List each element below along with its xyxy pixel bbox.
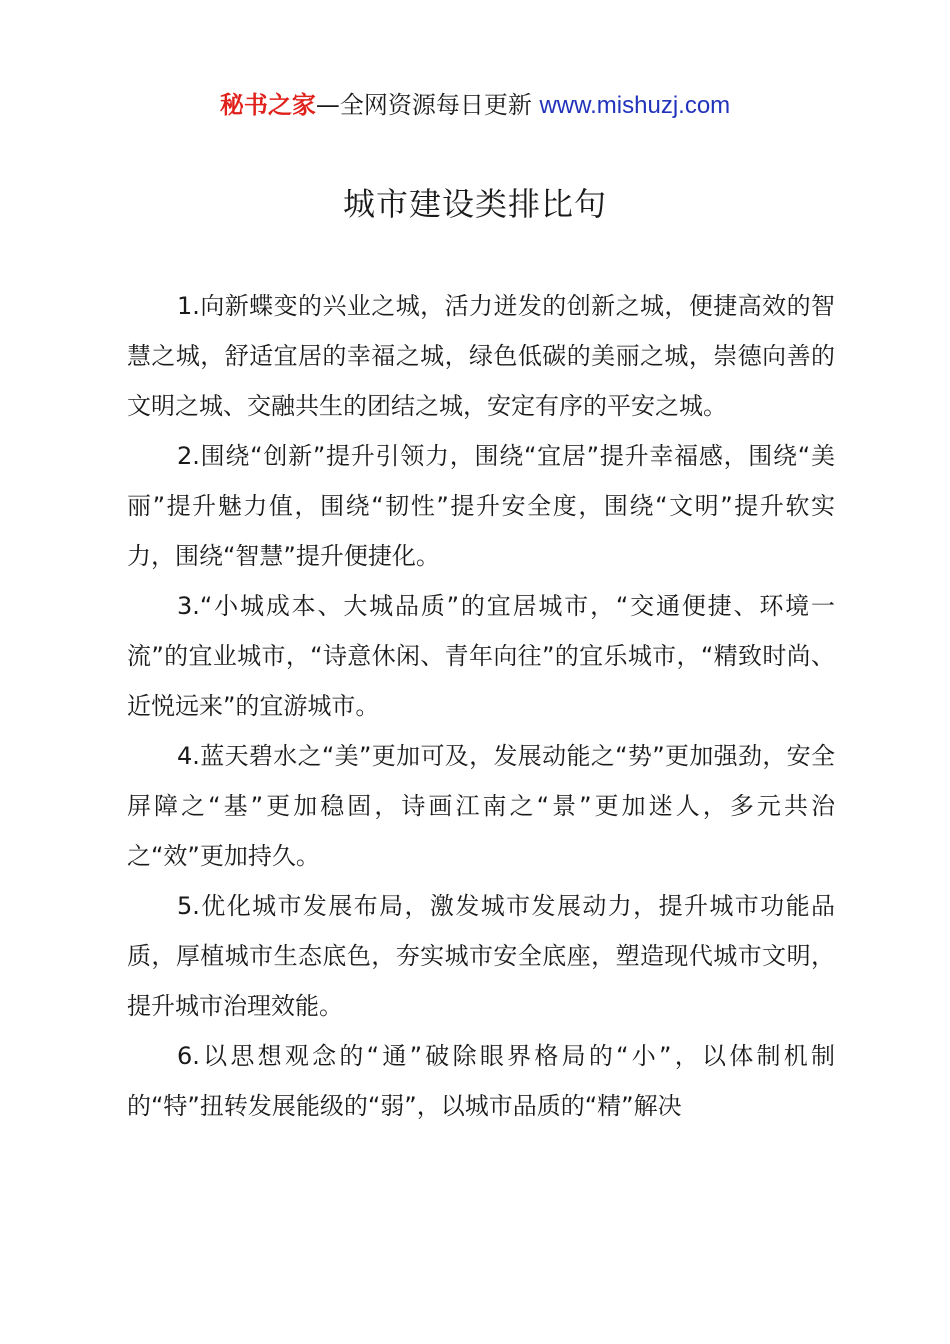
brand-name: 秘书之家 (219, 91, 316, 119)
paragraph-2: 2.围绕“创新”提升引领力，围绕“宜居”提升幸福感，围绕“美丽”提升魅力值，围绕“韧性”提升安全度，围绕“文明”提升软实力，围绕“智慧”提升便捷化。 (127, 442, 835, 570)
document-body (127, 281, 835, 1131)
paragraph-1: 1.向新蝶变的兴业之城，活力迸发的创新之城，便捷高效的智慧之城，舒适宜居的幸福之城，绿色低碳的美丽之城，崇德向善的文明之城、交融共生的团结之城，安定有序的平安之城。 (127, 292, 835, 420)
site-url-link[interactable]: www.mishuzj.com (539, 92, 731, 119)
site-header (0, 88, 950, 123)
paragraph-5: 5.优化城市发展布局，激发城市发展动力，提升城市功能品质，厚植城市生态底色，夯实城市安全底座，塑造现代城市文明，提升城市治理效能。 (127, 892, 835, 1020)
paragraph-6: 6.以思想观念的“通”破除眼界格局的“小”，以体制机制的“特”扭转发展能级的“弱”，以城市品质的“精”解决 (127, 1042, 835, 1120)
header-tagline: —全网资源每日更新 (315, 91, 540, 119)
document-title: 城市建设类排比句 (342, 185, 607, 223)
paragraph-4: 4.蓝天碧水之“美”更加可及，发展动能之“势”更加强劲，安全屏障之“基”更加稳固，诗画江南之“景”更加迷人，多元共治之“效”更加持久。 (127, 742, 835, 870)
paragraph-3: 3.“小城成本、大城品质”的宜居城市，“交通便捷、环境一流”的宜业城市，“诗意休闲、青年向往”的宜乐城市，“精致时尚、近悦远来”的宜游城市。 (127, 592, 835, 720)
